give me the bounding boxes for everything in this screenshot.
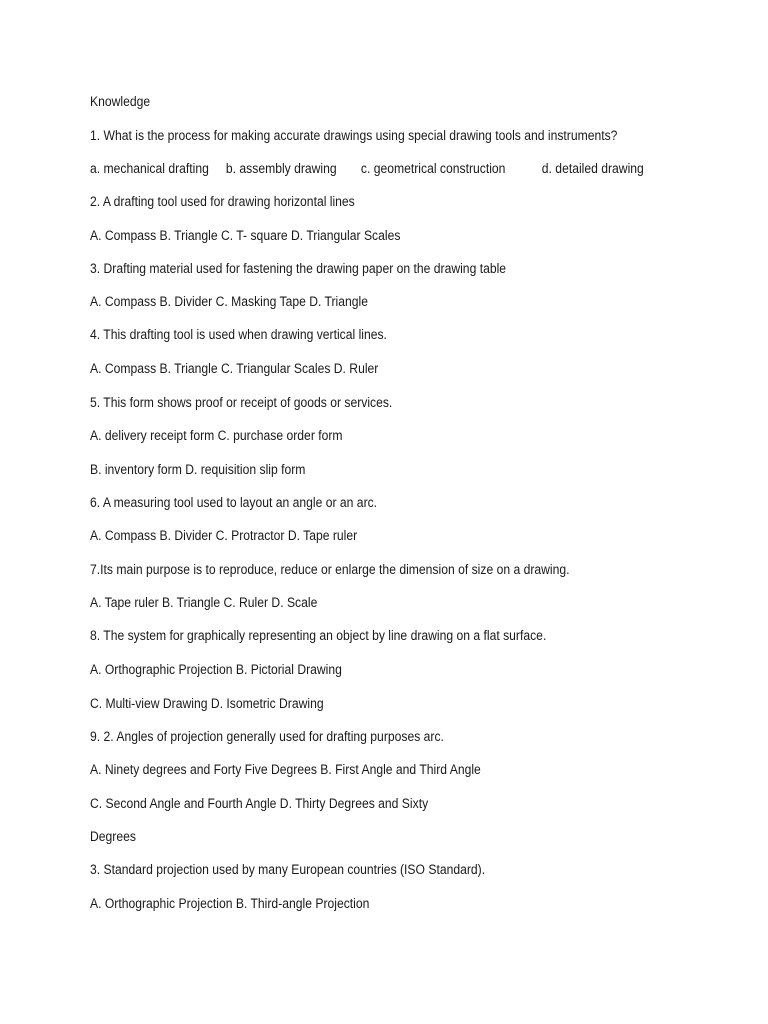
- q1-option-b: b. assembly drawing: [225, 161, 337, 176]
- question-9-options-3: Degrees: [90, 829, 136, 844]
- q1-option-a: a. mechanical drafting: [90, 161, 209, 176]
- question-8: 8. The system for graphically representing an object by line drawing on a flat surface.: [90, 628, 547, 643]
- question-10: 3. Standard projection used by many European countries (ISO Standard).: [90, 862, 486, 877]
- question-3-options: A. Compass B. Divider C. Masking Tape D. Triangle: [90, 294, 368, 309]
- question-1: 1. What is the process for making accurate drawings using special drawing tools and instruments?: [90, 128, 618, 143]
- question-9-options-1: A. Ninety degrees and Forty Five Degrees B. First Angle and Third Angle: [90, 762, 481, 777]
- q1-option-c: c. geometrical construction: [360, 161, 506, 176]
- question-8-options-2: C. Multi-view Drawing D. Isometric Drawing: [90, 696, 324, 711]
- question-1-options: [90, 161, 648, 177]
- question-7: 7.Its main purpose is to reproduce, reduce or enlarge the dimension of size on a drawing.: [90, 562, 570, 577]
- section-heading: Knowledge: [90, 94, 151, 109]
- question-8-options-1: A. Orthographic Projection B. Pictorial Drawing: [90, 662, 342, 677]
- q1-option-d: d. detailed drawing: [541, 161, 644, 176]
- question-4: 4. This drafting tool is used when drawing vertical lines.: [90, 327, 387, 342]
- question-2: 2. A drafting tool used for drawing horizontal lines: [90, 194, 355, 209]
- question-7-options: A. Tape ruler B. Triangle C. Ruler D. Scale: [90, 595, 318, 610]
- question-9-options-2: C. Second Angle and Fourth Angle D. Thirty Degrees and Sixty: [90, 796, 429, 811]
- question-3: 3. Drafting material used for fastening the drawing paper on the drawing table: [90, 261, 507, 276]
- question-6-options: A. Compass B. Divider C. Protractor D. Tape ruler: [90, 528, 358, 543]
- question-10-options: A. Orthographic Projection B. Third-angle Projection: [90, 896, 370, 911]
- question-5: 5. This form shows proof or receipt of goods or services.: [90, 395, 393, 410]
- question-2-options: A. Compass B. Triangle C. T- square D. Triangular Scales: [90, 228, 401, 243]
- question-5-options-1: A. delivery receipt form C. purchase order form: [90, 428, 343, 443]
- question-5-options-2: B. inventory form D. requisition slip form: [90, 462, 306, 477]
- question-4-options: A. Compass B. Triangle C. Triangular Scales D. Ruler: [90, 361, 379, 376]
- question-9: 9. 2. Angles of projection generally used for drafting purposes arc.: [90, 729, 444, 744]
- question-6: 6. A measuring tool used to layout an angle or an arc.: [90, 495, 378, 510]
